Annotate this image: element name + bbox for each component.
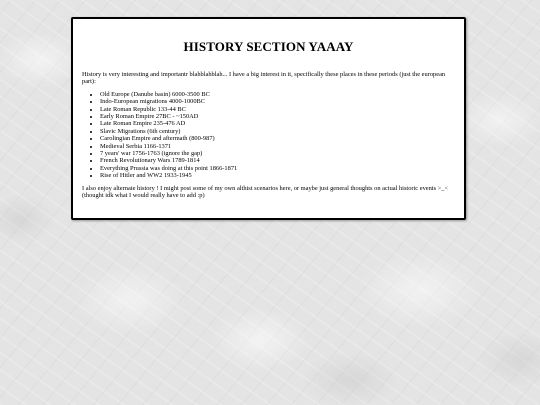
list-item: • French Revolutionary Wars 1789-1814 (100, 157, 455, 164)
list-item: • Rise of Hitler and WW2 1933-1945 (100, 172, 455, 179)
list-item: • Old Europe (Danube basin) 6000-3500 BC (100, 91, 455, 98)
list-item: • Late Roman Republic 133-44 BC (100, 106, 455, 113)
list-item: • Everything Prussia was doing at this point 1866-1871 (100, 165, 455, 172)
list-item: • Indo-European migrations 4000-1000BC (100, 98, 455, 105)
outro-paragraph: I also enjoy alternate history ! I might post some of my own althist scenarios here, or maybe just general thoughts on actual historic events >_< (thought idk what I would really have to add :p) (82, 184, 449, 200)
list-item: • Slavic Migrations (6th century) (100, 128, 455, 135)
intro-paragraph: History is very interesting and importantr blahblahblah... I have a big interest in it, specifically these places in these periods (just the european part): (82, 71, 446, 86)
list-item: • Late Roman Empire 235-476 AD (100, 120, 455, 127)
list-item: • Carolingian Empire and aftermath (800-987) (100, 135, 455, 142)
list-item: • Early Roman Empire 27BC - ~150AD (100, 113, 455, 120)
list-item: • 7 years' war 1756-1763 (ignore the gap) (100, 150, 455, 157)
period-list (82, 91, 455, 180)
section-title: HISTORY SECTION YAAAY (183, 39, 354, 54)
history-section-panel (71, 17, 466, 220)
list-item: • Medieval Serbia 1166-1371 (100, 143, 455, 150)
